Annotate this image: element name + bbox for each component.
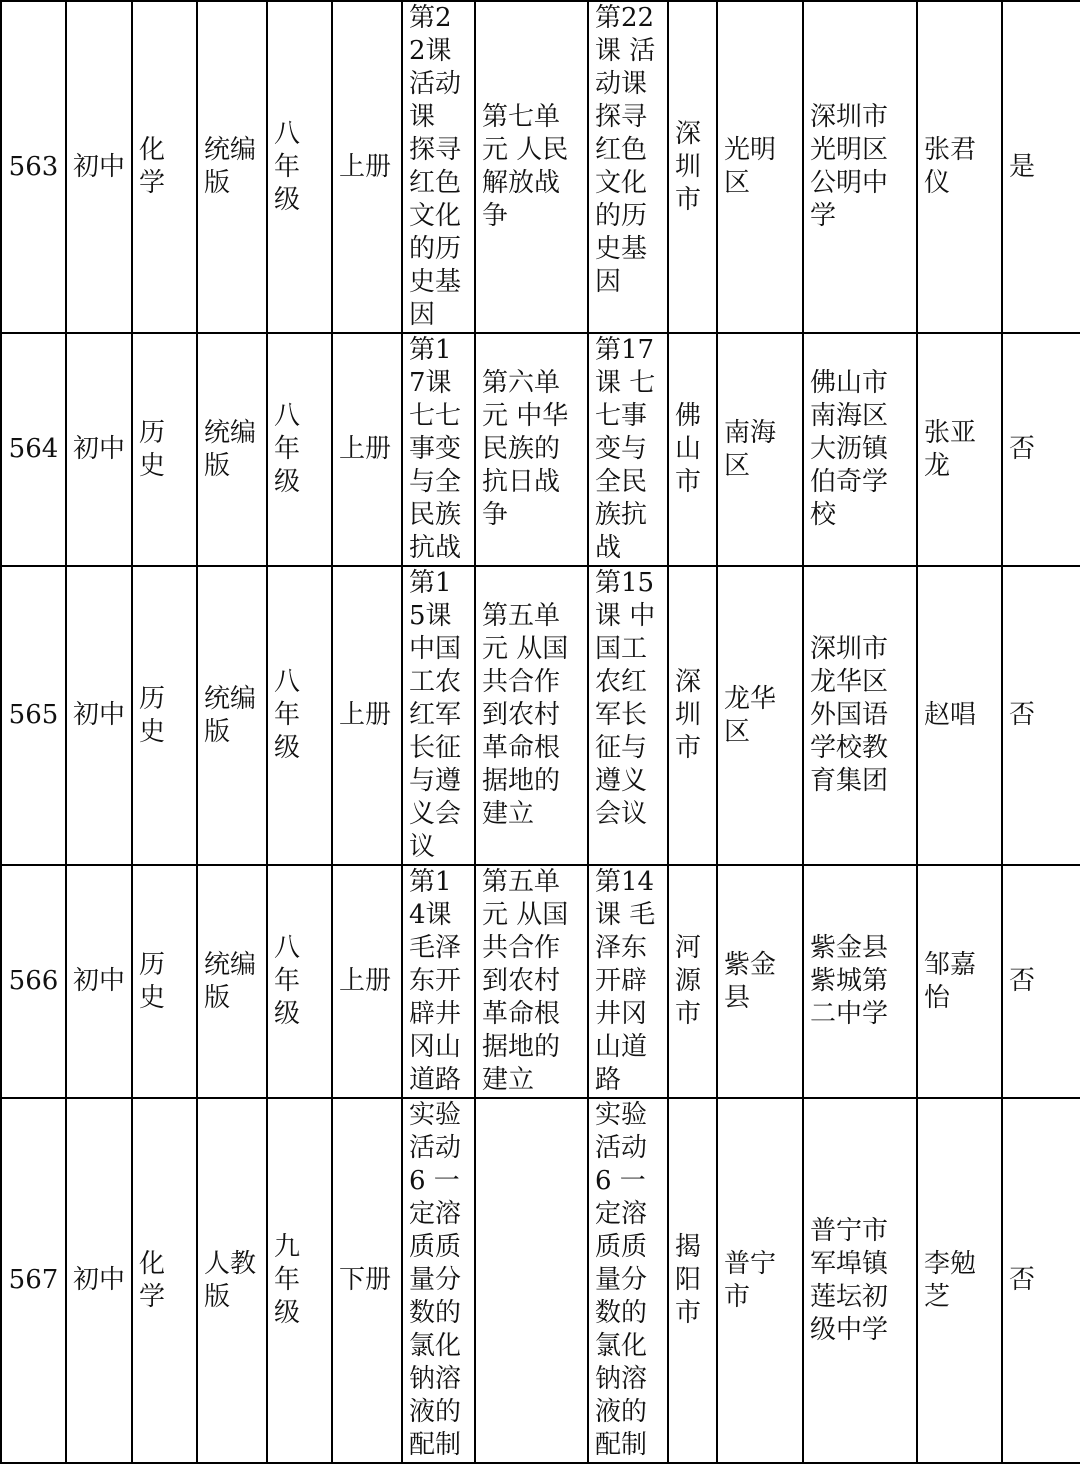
district: 普宁市 [717, 1098, 803, 1463]
edition: 人教版 [197, 1098, 267, 1463]
school-level: 初中 [66, 566, 132, 865]
topic-title: 第17课 七七事变与全民族抗战 [588, 333, 668, 566]
row-number: 563 [1, 1, 66, 333]
topic-title: 第22课 活动课 探寻红色文化的历史基因 [588, 1, 668, 333]
table-row [1, 1098, 1080, 1463]
volume: 上册 [332, 1, 402, 333]
city: 河源市 [668, 865, 717, 1098]
row-number: 565 [1, 566, 66, 865]
teacher-name: 张君仪 [917, 1, 1002, 333]
district: 紫金县 [717, 865, 803, 1098]
edition: 统编版 [197, 333, 267, 566]
city: 深圳市 [668, 566, 717, 865]
edition: 统编版 [197, 1, 267, 333]
city: 深圳市 [668, 1, 717, 333]
school-name: 普宁市军埠镇莲坛初级中学 [803, 1098, 917, 1463]
school-level: 初中 [66, 1, 132, 333]
teacher-name: 赵唱 [917, 566, 1002, 865]
grade: 八年级 [267, 865, 332, 1098]
subject: 历史 [132, 865, 197, 1098]
district: 龙华区 [717, 566, 803, 865]
city: 揭阳市 [668, 1098, 717, 1463]
subject: 化学 [132, 1, 197, 333]
table-row [1, 1, 1080, 333]
city: 佛山市 [668, 333, 717, 566]
table-row [1, 865, 1080, 1098]
unit-title: 第七单元 人民解放战争 [475, 1, 588, 333]
unit-title: 第五单元 从国共合作到农村革命根据地的建立 [475, 865, 588, 1098]
lesson-title: 第17课 七七事变与全民族抗战 [402, 333, 475, 566]
edition: 统编版 [197, 865, 267, 1098]
subject: 化学 [132, 1098, 197, 1463]
table-row [1, 333, 1080, 566]
volume: 上册 [332, 566, 402, 865]
lesson-title: 第22课 活动课 探寻红色文化的历史基因 [402, 1, 475, 333]
topic-title: 第15课 中国工农红军长征与遵义会议 [588, 566, 668, 865]
teacher-name: 张亚龙 [917, 333, 1002, 566]
row-number: 567 [1, 1098, 66, 1463]
table-row [1, 566, 1080, 865]
edition: 统编版 [197, 566, 267, 865]
unit-title: 第五单元 从国共合作到农村革命根据地的建立 [475, 566, 588, 865]
district: 光明区 [717, 1, 803, 333]
grade: 八年级 [267, 566, 332, 865]
flag: 否 [1002, 865, 1080, 1098]
district: 南海区 [717, 333, 803, 566]
teacher-name: 邹嘉怡 [917, 865, 1002, 1098]
lesson-title: 第15课 中国工农红军长征与遵义会议 [402, 566, 475, 865]
flag: 否 [1002, 566, 1080, 865]
unit-title: 第六单元 中华民族的抗日战争 [475, 333, 588, 566]
school-level: 初中 [66, 865, 132, 1098]
unit-title [475, 1098, 588, 1463]
topic-title: 第14课 毛泽东开辟井冈山道路 [588, 865, 668, 1098]
lesson-title: 实验活动6 一定溶质质量分数的氯化钠溶液的配制 [402, 1098, 475, 1463]
topic-title: 实验活动6 一定溶质质量分数的氯化钠溶液的配制 [588, 1098, 668, 1463]
grade: 八年级 [267, 333, 332, 566]
teacher-name: 李勉芝 [917, 1098, 1002, 1463]
school-name: 紫金县紫城第二中学 [803, 865, 917, 1098]
school-name: 深圳市龙华区外国语学校教育集团 [803, 566, 917, 865]
flag: 否 [1002, 1098, 1080, 1463]
grade: 八年级 [267, 1, 332, 333]
flag: 是 [1002, 1, 1080, 333]
subject: 历史 [132, 566, 197, 865]
lesson-title: 第14课 毛泽东开辟井冈山道路 [402, 865, 475, 1098]
flag: 否 [1002, 333, 1080, 566]
grade: 九年级 [267, 1098, 332, 1463]
volume: 下册 [332, 1098, 402, 1463]
school-level: 初中 [66, 333, 132, 566]
volume: 上册 [332, 865, 402, 1098]
school-name: 佛山市南海区大沥镇伯奇学校 [803, 333, 917, 566]
subject: 历史 [132, 333, 197, 566]
volume: 上册 [332, 333, 402, 566]
school-name: 深圳市光明区公明中学 [803, 1, 917, 333]
school-level: 初中 [66, 1098, 132, 1463]
row-number: 564 [1, 333, 66, 566]
row-number: 566 [1, 865, 66, 1098]
